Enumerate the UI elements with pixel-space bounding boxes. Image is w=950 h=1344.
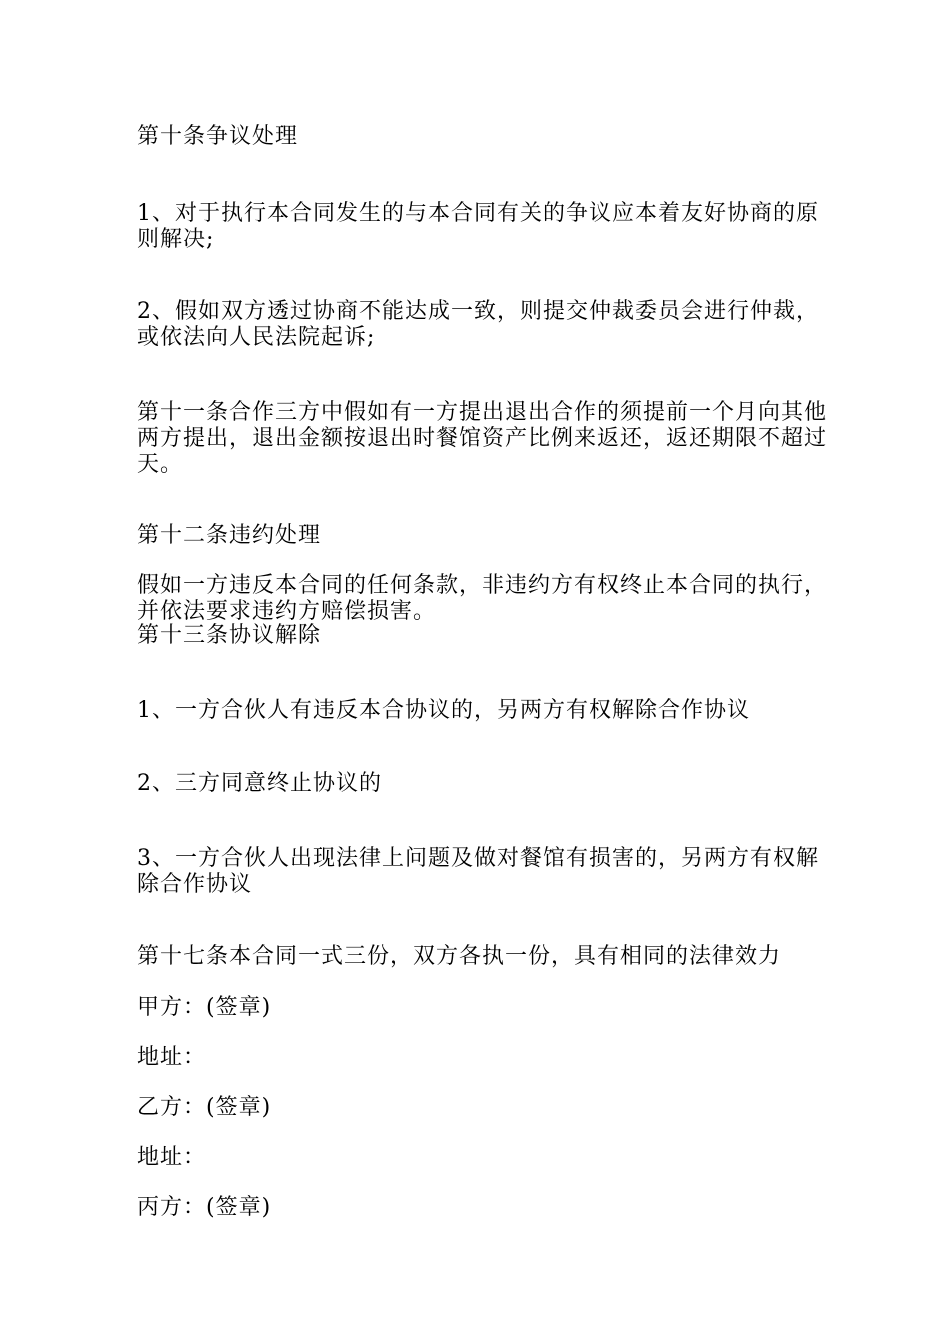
article-13-clause-2: 2、三方同意终止协议的 — [137, 771, 382, 796]
article-17: 第十七条本合同一式三份，双方各执一份，具有相同的法律效力 — [137, 944, 782, 969]
article-10-clause-2-line-2: 或依法向人民法院起诉; — [137, 325, 376, 350]
article-11-line-3: 天。 — [137, 452, 184, 477]
article-13-clause-3-line-2: 除合作协议 — [137, 872, 253, 897]
article-13-clause-1: 1、一方合伙人有违反本合协议的，另两方有权解除合作协议 — [137, 698, 750, 723]
article-13-heading: 第十三条协议解除 — [137, 623, 322, 648]
article-10-heading: 第十条争议处理 — [137, 124, 299, 149]
article-11-line-2: 两方提出，退出金额按退出时餐馆资产比例来返还，返还期限不超过 — [137, 426, 828, 451]
article-10-clause-2-line-1: 2、假如双方透过协商不能达成一致，则提交仲裁委员会进行仲裁， — [137, 299, 819, 324]
article-10-clause-1-line-1: 1、对于执行本合同发生的与本合同有关的争议应本着友好协商的原 — [137, 201, 819, 226]
party-b-address: 地址： — [137, 1145, 207, 1170]
article-13-clause-3-line-1: 3、一方合伙人出现法律上问题及做对餐馆有损害的，另两方有权解 — [137, 846, 819, 871]
article-12-heading: 第十二条违约处理 — [137, 523, 322, 548]
party-a-signature: 甲方：(签章) — [137, 995, 272, 1020]
party-c-signature: 丙方：(签章) — [137, 1195, 272, 1220]
article-12-body-line-1: 假如一方违反本合同的任何条款，非违约方有权终止本合同的执行， — [137, 573, 828, 598]
article-11-line-1: 第十一条合作三方中假如有一方提出退出合作的须提前一个月向其他 — [137, 400, 828, 425]
party-b-signature: 乙方：(签章) — [137, 1095, 272, 1120]
article-12-body-line-2: 并依法要求违约方赔偿损害。 — [137, 599, 437, 624]
article-10-clause-1-line-2: 则解决; — [137, 227, 215, 252]
party-a-address: 地址： — [137, 1045, 207, 1070]
